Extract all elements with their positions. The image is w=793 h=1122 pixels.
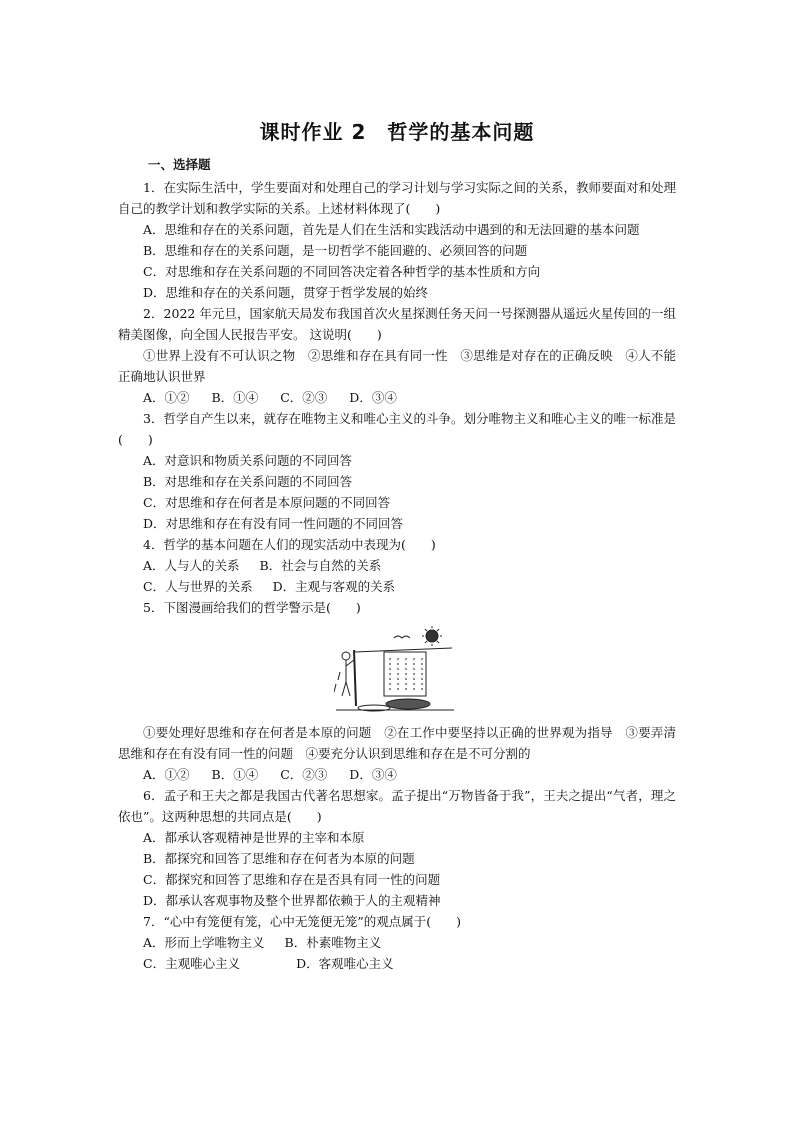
question-2-stem: 2．2022 年元旦，国家航天局发布我国首次火星探测任务天问一号探测器从遥远火星传回的一组精美图像，向全国人民报告平安。 这说明( ) xyxy=(118,306,676,342)
question-5-option-a: A．①② xyxy=(143,767,190,782)
question-1-option-d: D．思维和存在的关系问题，贯穿于哲学发展的始终 xyxy=(143,285,429,300)
question-5-option-b: B．①④ xyxy=(211,767,259,782)
question-7-options-row-1 xyxy=(118,932,676,953)
question-5-options xyxy=(118,764,676,785)
question-2-option-a: A．①② xyxy=(143,390,190,405)
question-5-items: ①要处理好思维和存在何者是本原的问题 ②在工作中要坚持以正确的世界观为指导 ③要弄清思维和存在有没有同一性的问题 ④要充分认识到思维和存在是不可分割的 xyxy=(118,725,676,761)
question-6-option-a: A．都承认客观精神是世界的主宰和本原 xyxy=(143,830,365,845)
worksheet-page xyxy=(118,118,676,974)
question-7-option-a: A．形而上学唯物主义 xyxy=(143,935,265,950)
question-3-option-c: C．对思维和存在何者是本原问题的不同回答 xyxy=(143,495,391,510)
question-5-stem: 5．下图漫画给我们的哲学警示是( ) xyxy=(143,600,361,615)
question-4-options-row-1 xyxy=(118,555,676,576)
question-7-options-row-2 xyxy=(118,953,676,974)
question-6-option-d: D．都承认客观事物及整个世界都依赖于人的主观精神 xyxy=(143,893,441,908)
question-7-option-b: B．朴素唯物主义 xyxy=(284,935,382,950)
question-1-stem: 1．在实际生活中，学生要面对和处理自己的学习计划与学习实际之间的关系，教师要面对和处理自己的教学计划和教学实际的关系。上述材料体现了( ) xyxy=(118,180,676,216)
question-1-option-b: B．思维和存在的关系问题，是一切哲学不能回避的、必须回答的问题 xyxy=(143,243,528,258)
page-title: 课时作业 2 哲学的基本问题 xyxy=(259,120,535,144)
question-4-stem: 4．哲学的基本问题在人们的现实活动中表现为( ) xyxy=(143,537,436,552)
question-3-option-a: A．对意识和物质关系问题的不同回答 xyxy=(143,453,353,468)
question-4-option-d: D．主观与客观的关系 xyxy=(272,579,396,594)
question-6-option-c: C．都探究和回答了思维和存在是否具有同一性的问题 xyxy=(143,872,441,887)
question-7-option-d: D．客观唯心主义 xyxy=(296,956,394,971)
question-3-option-d: D．对思维和存在有没有同一性问题的不同回答 xyxy=(143,516,404,531)
question-4-option-b: B．社会与自然的关系 xyxy=(259,558,382,573)
question-4-options-row-2 xyxy=(118,576,676,597)
question-7-stem: 7．“心中有笼便有笼，心中无笼便无笼”的观点属于( ) xyxy=(143,914,461,929)
question-4-option-c: C．人与世界的关系 xyxy=(143,579,253,594)
question-5-option-c: C．②③ xyxy=(280,767,328,782)
section-heading: 一、选择题 xyxy=(148,157,211,172)
question-4-option-a: A．人与人的关系 xyxy=(143,558,240,573)
question-1-option-a: A．思维和存在的关系问题，首先是人们在生活和实践活动中遇到的和无法回避的基本问题 xyxy=(143,222,640,237)
cartoon-illustration xyxy=(334,624,460,714)
question-3-stem: 3．哲学自产生以来，就存在唯物主义和唯心主义的斗争。划分唯物主义和唯心主义的唯一标准是( ) xyxy=(118,411,676,447)
question-6-option-b: B．都探究和回答了思维和存在何者为本原的问题 xyxy=(143,851,415,866)
question-2-items: ①世界上没有不可认识之物 ②思维和存在具有同一性 ③思维是对存在的正确反映 ④人不能正确地认识世界 xyxy=(118,348,676,384)
question-5-option-d: D．③④ xyxy=(349,767,397,782)
question-2-options xyxy=(118,387,676,408)
question-6-stem: 6．孟子和王夫之都是我国古代著名思想家。孟子提出“万物皆备于我”，王夫之提出“气者，理之依也”。这两种思想的共同点是( ) xyxy=(118,788,676,824)
question-2-option-b: B．①④ xyxy=(211,390,259,405)
question-7-option-c: C．主观唯心主义 xyxy=(143,956,241,971)
question-2-option-c: C．②③ xyxy=(280,390,328,405)
question-1-option-c: C．对思维和存在关系问题的不同回答决定着各种哲学的基本性质和方向 xyxy=(143,264,541,279)
question-2-option-d: D．③④ xyxy=(349,390,397,405)
question-3-option-b: B．对思维和存在关系问题的不同回答 xyxy=(143,474,353,489)
